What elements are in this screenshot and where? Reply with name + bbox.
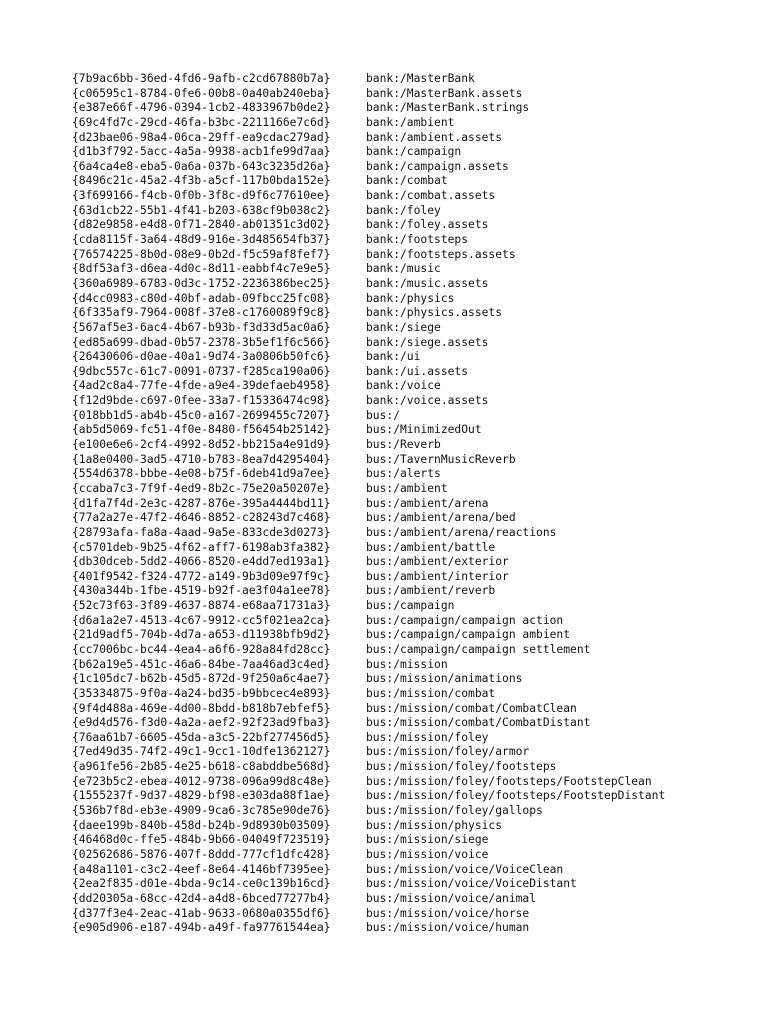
entry-path: bus:/mission/voice/VoiceDistant: [366, 877, 577, 891]
entry-line: [72, 789, 712, 804]
entry-guid: {3f699166-f4cb-0f0b-3f8c-d9f6c77610ee}: [72, 189, 331, 203]
entry-line: [72, 262, 712, 277]
entry-path: bank:/physics.assets: [366, 306, 503, 320]
entry-guid: {ed85a699-dbad-0b57-2378-3b5ef1f6c566}: [72, 335, 331, 349]
entry-guid: {02562686-5876-407f-8ddd-777cf1dfc428}: [72, 847, 331, 861]
entry-path: bus:/mission/foley/gallops: [366, 804, 543, 818]
entry-path: bank:/voice.assets: [366, 394, 489, 408]
entry-line: [72, 423, 712, 438]
entry-guid: {554d6378-bbbe-4e08-b75f-6deb41d9a7ee}: [72, 467, 331, 481]
entry-path: bus:/mission/voice/animal: [366, 891, 537, 905]
entry-guid: {a48a1101-c3c2-4eef-8e64-4146bf7395ee}: [72, 862, 331, 876]
entry-line: [72, 87, 712, 102]
entry-line: [72, 204, 712, 219]
entry-path: bus:/ambient/exterior: [366, 555, 509, 569]
entry-guid: {28793afa-fa8a-4aad-9a5e-833cde3d0273}: [72, 525, 331, 539]
entry-guid: {cda8115f-3a64-48d9-916e-3d485654fb37}: [72, 233, 331, 247]
entry-guid: {4ad2c8a4-77fe-4fde-a9e4-39defaeb4958}: [72, 379, 331, 393]
entry-line: [72, 775, 712, 790]
entry-guid: {35334875-9f0a-4a24-bd35-b9bbcec4e893}: [72, 686, 331, 700]
entry-path: bank:/ui.assets: [366, 364, 469, 378]
entry-guid: {9f4d488a-469e-4d00-8bdd-b818b7ebfef5}: [72, 701, 331, 715]
entry-path: bus:/mission/physics: [366, 818, 503, 832]
entry-line: [72, 848, 712, 863]
entry-path: bank:/siege.assets: [366, 335, 489, 349]
entry-line: [72, 277, 712, 292]
entry-guid: {1c105dc7-b62b-45d5-872d-9f250a6c4ae7}: [72, 672, 331, 686]
entry-line: [72, 614, 712, 629]
entry-line: [72, 863, 712, 878]
entry-guid: {d23bae06-98a4-06ca-29ff-ea9cdac279ad}: [72, 130, 331, 144]
entry-line: [72, 174, 712, 189]
entry-guid: {c06595c1-8784-0fe6-00b8-0a40ab240eba}: [72, 86, 331, 100]
entry-guid: {401f9542-f324-4772-a149-9b3d09e97f9c}: [72, 569, 331, 583]
entry-path: bus:/ambient/arena/reactions: [366, 525, 557, 539]
entry-line: [72, 321, 712, 336]
entry-guid: {63d1cb22-55b1-4f41-b203-638cf9b038c2}: [72, 203, 331, 217]
entry-line: [72, 804, 712, 819]
entry-path: bus:/ambient/battle: [366, 540, 496, 554]
entry-line: [72, 570, 712, 585]
entry-path: bus:/Reverb: [366, 438, 441, 452]
entry-guid: {d6a1a2e7-4513-4c67-9912-cc5f021ea2ca}: [72, 613, 331, 627]
entry-path: bus:/mission/animations: [366, 672, 523, 686]
entry-guid: {46468d0c-ffe5-484b-9b66-04049f723519}: [72, 833, 331, 847]
entry-guid: {d1fa7f4d-2e3c-4287-876e-395a4444bd11}: [72, 496, 331, 510]
entry-path: bus:/alerts: [366, 467, 441, 481]
entry-guid: {daee199b-840b-458d-b24b-9d8930b03509}: [72, 818, 331, 832]
entry-line: [72, 145, 712, 160]
entry-line: [72, 248, 712, 263]
entry-guid: {26430606-d0ae-40a1-9d74-3a0806b50fc6}: [72, 350, 331, 364]
entry-path: bank:/voice: [366, 379, 441, 393]
entry-path: bank:/ui: [366, 350, 421, 364]
entry-guid: {db30dceb-5dd2-4066-8520-e4dd7ed193a1}: [72, 555, 331, 569]
entry-guid: {a961fe56-2b85-4e25-b618-c8abddbe568d}: [72, 760, 331, 774]
entry-path: bus:/mission/voice: [366, 847, 489, 861]
entry-guid: {1555237f-9d37-4829-bf98-e303da88f1ae}: [72, 789, 331, 803]
entry-line: [72, 482, 712, 497]
entry-line: [72, 687, 712, 702]
entry-guid: {d1b3f792-5acc-4a5a-9938-acb1fe99d7aa}: [72, 145, 331, 159]
entry-guid: {76574225-8b0d-08e9-0b2d-f5c59af8fef7}: [72, 247, 331, 261]
entry-line: [72, 731, 712, 746]
entry-line: [72, 541, 712, 556]
entry-path: bus:/campaign: [366, 599, 455, 613]
guid-path-listing: [72, 72, 712, 936]
entry-path: bank:/siege: [366, 320, 441, 334]
entry-guid: {7ed49d35-74f2-49c1-9cc1-10dfe1362127}: [72, 745, 331, 759]
entry-path: bus:/campaign/campaign settlement: [366, 642, 591, 656]
entry-line: [72, 72, 712, 87]
entry-guid: {9dbc557c-61c7-0091-0737-f285ca190a06}: [72, 364, 331, 378]
entry-guid: {d377f3e4-2eac-41ab-9633-0680a0355df6}: [72, 906, 331, 920]
entry-path: bus:/mission/foley/footsteps/FootstepClean: [366, 774, 652, 788]
entry-line: [72, 306, 712, 321]
entry-path: bank:/foley.assets: [366, 218, 489, 232]
entry-line: [72, 101, 712, 116]
entry-guid: {c5701deb-9b25-4f62-aff7-6198ab3fa382}: [72, 540, 331, 554]
entry-guid: {d4cc0983-c80d-40bf-adab-09fbcc25fc08}: [72, 291, 331, 305]
entry-path: bank:/music: [366, 262, 441, 276]
entry-line: [72, 877, 712, 892]
entry-line: [72, 365, 712, 380]
entry-path: bank:/foley: [366, 203, 441, 217]
entry-line: [72, 555, 712, 570]
entry-guid: {b62a19e5-451c-46a6-84be-7aa46ad3c4ed}: [72, 657, 331, 671]
entry-guid: {018bb1d5-ab4b-45c0-a167-2699455c7207}: [72, 408, 331, 422]
entry-line: [72, 921, 712, 936]
entry-guid: {8496c21c-45a2-4f3b-a5cf-117b0bda152e}: [72, 174, 331, 188]
entry-line: [72, 745, 712, 760]
entry-line: [72, 160, 712, 175]
entry-line: [72, 394, 712, 409]
entry-guid: {2ea2f835-d01e-4bda-9c14-ce0c139b16cd}: [72, 877, 331, 891]
entry-path: bank:/MasterBank: [366, 72, 475, 85]
entry-line: [72, 819, 712, 834]
entry-path: bus:/campaign/campaign action: [366, 613, 564, 627]
entry-path: bank:/campaign.assets: [366, 159, 509, 173]
entry-guid: {430a344b-1fbe-4519-b92f-ae3f04a1ee78}: [72, 584, 331, 598]
entry-guid: {77a2a27e-47f2-4646-8852-c28243d7c468}: [72, 511, 331, 525]
entry-line: [72, 672, 712, 687]
entry-line: [72, 497, 712, 512]
entry-line: [72, 379, 712, 394]
entry-line: [72, 350, 712, 365]
entry-path: bus:/ambient/interior: [366, 569, 509, 583]
entry-path: bus:/: [366, 408, 401, 422]
entry-path: bus:/mission/foley/footsteps/FootstepDistant: [366, 789, 666, 803]
entry-line: [72, 833, 712, 848]
entry-path: bus:/mission/foley/armor: [366, 745, 530, 759]
entry-guid: {7b9ac6bb-36ed-4fd6-9afb-c2cd67880b7a}: [72, 72, 331, 85]
entry-path: bus:/TavernMusicReverb: [366, 452, 516, 466]
entry-guid: {d82e9858-e4d8-0f71-2840-ab01351c3d02}: [72, 218, 331, 232]
entry-line: [72, 892, 712, 907]
entry-guid: {69c4fd7c-29cd-46fa-b3bc-2211166e7c6d}: [72, 115, 331, 129]
entry-line: [72, 599, 712, 614]
entry-guid: {e100e6e6-2cf4-4992-8d52-bb215a4e91d9}: [72, 438, 331, 452]
entry-guid: {6a4ca4e8-eba5-0a6a-037b-643c3235d26a}: [72, 159, 331, 173]
entry-guid: {360a6989-6783-0d3c-1752-2236386bec25}: [72, 276, 331, 290]
entry-path: bus:/mission/foley/footsteps: [366, 760, 557, 774]
entry-path: bus:/mission/combat: [366, 686, 496, 700]
entry-path: bank:/ambient.assets: [366, 130, 503, 144]
entry-guid: {8df53af3-d6ea-4d0c-8d11-eabbf4c7e9e5}: [72, 262, 331, 276]
entry-path: bank:/campaign: [366, 145, 462, 159]
entry-path: bank:/physics: [366, 291, 455, 305]
entry-path: bank:/MasterBank.assets: [366, 86, 523, 100]
entry-guid: {567af5e3-6ac4-4b67-b93b-f3d33d5ac0a6}: [72, 320, 331, 334]
entry-line: [72, 438, 712, 453]
entry-line: [72, 584, 712, 599]
entry-line: [72, 526, 712, 541]
entry-line: [72, 702, 712, 717]
entry-path: bank:/combat.assets: [366, 189, 496, 203]
entry-guid: {dd20305a-68cc-42d4-a4d8-6bced77277b4}: [72, 891, 331, 905]
entry-line: [72, 116, 712, 131]
entry-path: bus:/mission/voice/human: [366, 921, 530, 935]
entry-path: bus:/mission/combat/CombatDistant: [366, 716, 591, 730]
entry-path: bus:/mission: [366, 657, 448, 671]
entry-guid: {ccaba7c3-7f9f-4ed9-8b2c-75e20a50207e}: [72, 481, 331, 495]
entry-line: [72, 409, 712, 424]
entry-guid: {21d9adf5-704b-4d7a-a653-d11938bfb9d2}: [72, 628, 331, 642]
entry-path: bus:/mission/siege: [366, 833, 489, 847]
entry-line: [72, 511, 712, 526]
entry-guid: {f12d9bde-c697-0fee-33a7-f15336474c98}: [72, 394, 331, 408]
entry-path: bus:/mission/combat/CombatClean: [366, 701, 577, 715]
entry-path: bank:/combat: [366, 174, 448, 188]
entry-path: bus:/ambient/arena: [366, 496, 489, 510]
entry-line: [72, 643, 712, 658]
entry-guid: {1a8e0400-3ad5-4710-b783-8ea7d4295404}: [72, 452, 331, 466]
entry-path: bus:/mission/voice/horse: [366, 906, 530, 920]
entry-guid: {cc7006bc-bc44-4ea4-a6f6-928a84fd28cc}: [72, 642, 331, 656]
entry-line: [72, 658, 712, 673]
entry-line: [72, 760, 712, 775]
entry-line: [72, 467, 712, 482]
entry-guid: {76aa61b7-6605-45da-a3c5-22bf277456d5}: [72, 730, 331, 744]
entry-line: [72, 453, 712, 468]
entry-guid: {6f335af9-7964-008f-37e8-c1760089f9c8}: [72, 306, 331, 320]
entry-path: bus:/MinimizedOut: [366, 423, 482, 437]
entry-line: [72, 628, 712, 643]
entry-path: bus:/campaign/campaign ambient: [366, 628, 571, 642]
entry-line: [72, 131, 712, 146]
entry-guid: {52c73f63-3f89-4637-8874-e68aa71731a3}: [72, 599, 331, 613]
entry-path: bus:/mission/foley: [366, 730, 489, 744]
entry-guid: {e905d906-e187-494b-a49f-fa97761544ea}: [72, 921, 331, 935]
entry-line: [72, 292, 712, 307]
entry-line: [72, 233, 712, 248]
entry-path: bus:/ambient/arena/bed: [366, 511, 516, 525]
entry-path: bus:/ambient/reverb: [366, 584, 496, 598]
entry-path: bank:/music.assets: [366, 276, 489, 290]
entry-guid: {536b7f8d-eb3e-4909-9ca6-3c785e90de76}: [72, 804, 331, 818]
entry-guid: {e723b5c2-ebea-4012-9738-096a99d8c48e}: [72, 774, 331, 788]
entry-path: bank:/footsteps: [366, 233, 469, 247]
entry-path: bank:/ambient: [366, 115, 455, 129]
entry-path: bus:/ambient: [366, 481, 448, 495]
entry-path: bus:/mission/voice/VoiceClean: [366, 862, 564, 876]
entry-line: [72, 716, 712, 731]
entry-path: bank:/footsteps.assets: [366, 247, 516, 261]
entry-guid: {e9d4d576-f3d0-4a2a-aef2-92f23ad9fba3}: [72, 716, 331, 730]
entry-line: [72, 189, 712, 204]
entry-guid: {e387e66f-4796-0394-1cb2-4833967b0de2}: [72, 101, 331, 115]
entry-line: [72, 336, 712, 351]
entry-guid: {ab5d5069-fc51-4f0e-8480-f56454b25142}: [72, 423, 331, 437]
entry-line: [72, 218, 712, 233]
entry-line: [72, 907, 712, 922]
entry-path: bank:/MasterBank.strings: [366, 101, 530, 115]
